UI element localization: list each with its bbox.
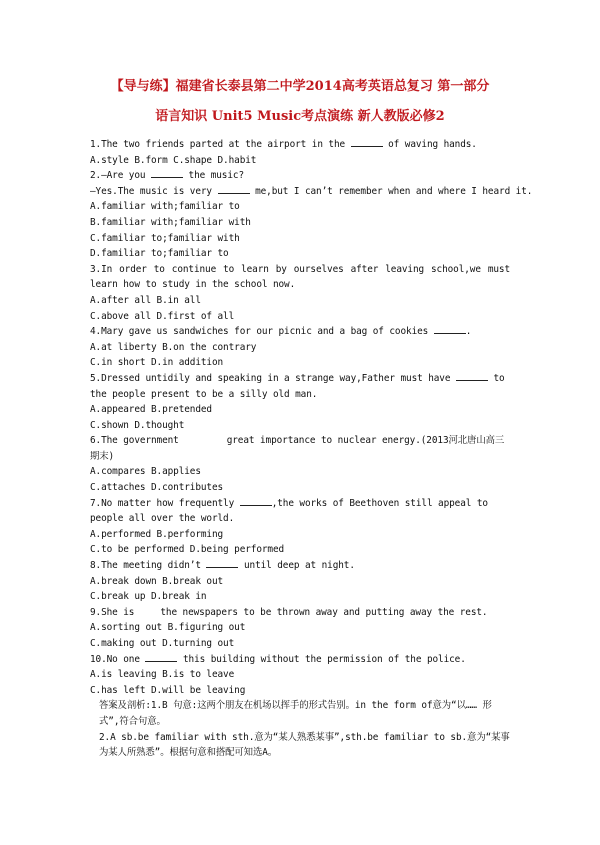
question-4-text: 4.Mary gave us sandwiches for our picnic and a bag of cookies: [90, 326, 434, 338]
question-6-text-end: great importance to nuclear energy.(2013河北唐山高三期末): [90, 435, 505, 462]
question-1-text: 1.The two friends parted at the airport in the: [90, 139, 351, 150]
question-1: [90, 137, 510, 153]
question-9-options-cd: C.making out D.turning out: [90, 638, 235, 649]
answer-explanation-1: 答案及剖析:1.B 句意:这两个朋友在机场以挥手的形式告别。in the form of意为“以…… 形式”,符合句意。: [99, 700, 492, 727]
answer-explanation-2: 2.A sb.be familiar with sth.意为“某人熟悉某事”,sth.be familiar to sb.意为“某事为某人所熟悉”。根据句意和搭配可知选A。: [99, 731, 510, 759]
answer-blank: [456, 371, 488, 381]
question-2: [90, 168, 510, 184]
document-title-line2: 语言知识 Unit5 Music考点演练 新人教版必修2: [155, 109, 445, 124]
question-2-reply-text: —Yes.The music is very: [90, 185, 218, 197]
question-8-text-end: until deep at night.: [238, 560, 355, 572]
question-4-options-cd: C.in short D.in addition: [90, 357, 224, 369]
question-10-text: 10.No one: [90, 653, 146, 665]
question-4: [90, 324, 510, 340]
answer-blank: [218, 184, 250, 194]
question-6: [90, 433, 510, 464]
question-10-text-end: this building without the permission of the police.: [177, 653, 466, 665]
question-5: [90, 371, 510, 402]
document-body: [90, 137, 533, 761]
question-6-options-ab: A.compares B.applies: [90, 466, 201, 478]
question-1-options: A.style B.form C.shape D.habit: [90, 154, 257, 166]
question-10: [90, 652, 510, 668]
answer-blank: [206, 558, 238, 568]
question-9-options-ab: A.sorting out B.figuring out: [90, 622, 246, 634]
question-1-text-end: of waving hands.: [382, 139, 477, 150]
question-2-reply: [90, 184, 533, 200]
question-6-options-cd: C.attaches D.contributes: [90, 482, 224, 494]
question-9: [90, 605, 510, 621]
question-2-option-b: B.familiar with;familiar with: [90, 216, 251, 228]
answer-blank: [434, 324, 466, 334]
question-2-option-c: C.familiar to;familiar with: [90, 232, 240, 244]
answer-blank: [151, 168, 183, 178]
document-title-line1: 【导与练】福建省长泰县第二中学2014高考英语总复习 第一部分: [110, 79, 490, 94]
question-3-options-cd: C.above all D.first of all: [90, 310, 235, 322]
question-8: [90, 558, 510, 574]
question-7-options-ab: A.performed B.performing: [90, 528, 224, 540]
question-2-reply-end: me,but I can’t remember when and where I heard it.: [249, 185, 533, 197]
question-5-text-end: to the people present to be a silly old man.: [90, 372, 505, 400]
question-2-option-d: D.familiar to;familiar to: [90, 248, 229, 260]
question-7-text-end: ,the works of Beethoven still appeal to people all over the world.: [90, 497, 488, 525]
question-7-options-cd: C.to be performed D.being performed: [90, 544, 285, 556]
answer-blank: [145, 652, 177, 662]
question-4-text-end: .: [465, 326, 472, 338]
question-3: 3.In order to continue to learn by ourselves after leaving school,we must learn how to study in the school now.: [90, 263, 510, 291]
question-9-text-end: the newspapers to be thrown away and putting away the rest.: [160, 606, 488, 618]
question-9-text: 9.She is: [90, 606, 135, 618]
question-7: [90, 496, 510, 527]
question-4-options-ab: A.at liberty B.on the contrary: [90, 341, 257, 353]
question-5-text: 5.Dressed untidily and speaking in a strange way,Father must have: [90, 372, 456, 384]
question-3-options-ab: A.after all B.in all: [90, 294, 201, 306]
question-5-options-cd: C.shown D.thought: [90, 419, 185, 431]
question-8-text: 8.The meeting didn’t: [90, 560, 207, 572]
question-8-options-ab: A.break down B.break out: [90, 575, 224, 587]
question-5-options-ab: A.appeared B.pretended: [90, 404, 212, 416]
answer-blank: [240, 496, 272, 506]
answer-blank: [351, 137, 383, 147]
question-2-option-a: A.familiar with;familiar to: [90, 201, 240, 213]
question-2-text: 2.—Are you: [90, 170, 151, 182]
question-10-options-ab: A.is leaving B.is to leave: [90, 669, 235, 681]
question-10-options-cd: C.has left D.will be leaving: [90, 684, 246, 696]
question-2-text-end: the music?: [183, 170, 244, 182]
question-6-text: 6.The government: [90, 435, 179, 447]
question-7-text: 7.No matter how frequently: [90, 497, 240, 509]
question-8-options-cd: C.break up D.break in: [90, 591, 207, 603]
